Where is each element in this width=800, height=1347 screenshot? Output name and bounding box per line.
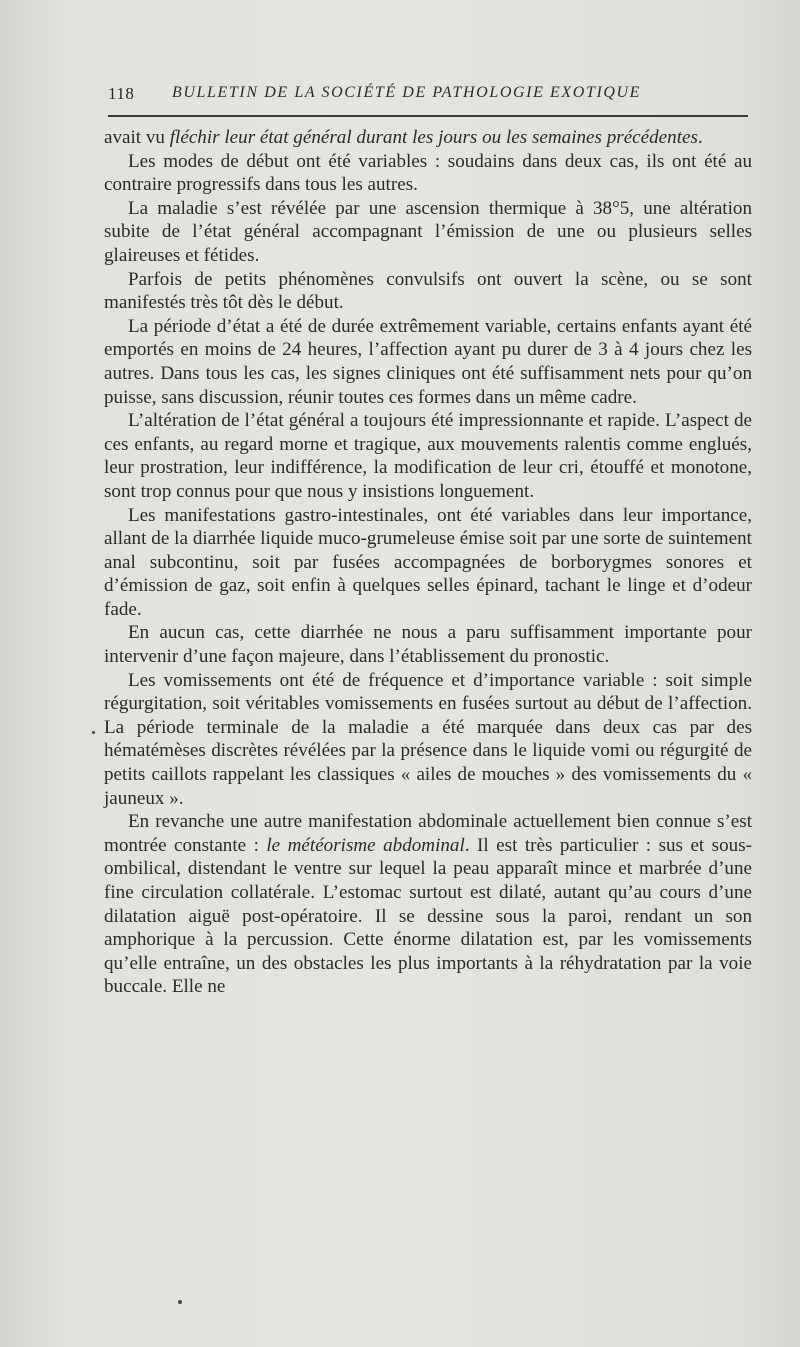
- page-number: 118: [108, 84, 135, 103]
- paragraph: [104, 810, 752, 999]
- italic-text: le météorisme abdominal: [266, 834, 465, 856]
- paragraph: [104, 126, 752, 150]
- paragraph: [104, 150, 752, 197]
- body-text: [104, 126, 752, 999]
- text-segment: La maladie s’est révélée par une ascension thermique à 38°5, une altération subite de l’état général accompagnant l’émission de une ou plusieurs selles glaireuses et fétides.: [104, 197, 752, 266]
- paragraph: [104, 504, 752, 622]
- text-segment: . Il est très particulier : sus et sous-ombilical, distendant le ventre sur lequel la peau apparaît mince et marbrée d’une fine circulation collatérale. L’estomac surtout est dilaté, autant qu’au cours d’une dilatation aiguë post-opératoire. Il se dessine sous la paroi, rendant un son amphorique à la percussion. Cette énorme dilatation est, par les vomissements qu’elle entraîne, un des obstacles les plus importants à la réhydratation par la voie buccale. Elle ne: [104, 834, 752, 998]
- running-title: BULLETIN DE LA SOCIÉTÉ DE PATHOLOGIE EXOTIQUE: [172, 84, 642, 101]
- page-header: [108, 84, 748, 110]
- paragraph: [104, 197, 752, 268]
- text-segment: L’altération de l’état général a toujours été impressionnante et rapide. L’aspect de ces enfants, au regard morne et tragique, aux mouvements ralentis comme englués, leur prostration, leur indifférence, la modification de leur cri, étouffé et monotone, sont trop connus pour que nous y insistions longuement.: [104, 410, 752, 502]
- paragraph: [104, 268, 752, 315]
- paragraph: [104, 315, 752, 409]
- print-speck: [92, 731, 95, 734]
- paragraph: [104, 409, 752, 503]
- text-segment: Les modes de début ont été variables : soudains dans deux cas, ils ont été au contraire progressifs dans tous les autres.: [104, 150, 752, 196]
- text-segment: Parfois de petits phénomènes convulsifs ont ouvert la scène, ou se sont manifestés très tôt dès le début.: [104, 268, 752, 314]
- text-segment: avait vu: [104, 127, 170, 148]
- text-segment: .: [697, 127, 703, 148]
- text-segment: La période d’état a été de durée extrêmement variable, certains enfants ayant été emportés en moins de 24 heures, l’affection ayant pu durer de 3 à 4 jours chez les autres. Dans tous les cas, les signes cliniques ont été suffisamment nets pour qu’on puisse, sans discussion, réunir toutes ces formes dans un même cadre.: [104, 315, 752, 408]
- text-segment: Les manifestations gastro-intestinales, ont été variables dans leur importance, allant de la diarrhée liquide muco-grumeleuse émise soit par une sorte de suintement anal subcontinu, soit par fusées accompagnées de borborygmes sonores et d’émission de gaz, soit enfin à quelques selles épinard, tachant le linge et d’odeur fade.: [104, 504, 752, 620]
- print-speck: [178, 1300, 182, 1304]
- header-rule: [108, 115, 748, 117]
- paragraph: [104, 669, 752, 811]
- italic-text: fléchir leur état général durant les jours ou les semaines précédentes: [169, 127, 698, 148]
- text-segment: En revanche une autre manifestation abdominale actuellement bien connue s’est montrée constante :: [104, 811, 752, 856]
- text-segment: Les vomissements ont été de fréquence et d’importance variable : soit simple régurgitation, soit véritables vomissements en fusées surtout au début de l’affection. La période terminale de la maladie a été marquée dans deux cas par des hématémèses discrètes révélées par la présence dans le liquide vomi ou régurgité de petits caillots rappelant les classiques « ailes de mouches » des vomissements du « jauneux ».: [104, 669, 752, 809]
- text-segment: En aucun cas, cette diarrhée ne nous a paru suffisamment importante pour intervenir d’une façon majeure, dans l’établissement du pronostic.: [104, 622, 752, 668]
- paragraph: [104, 621, 752, 668]
